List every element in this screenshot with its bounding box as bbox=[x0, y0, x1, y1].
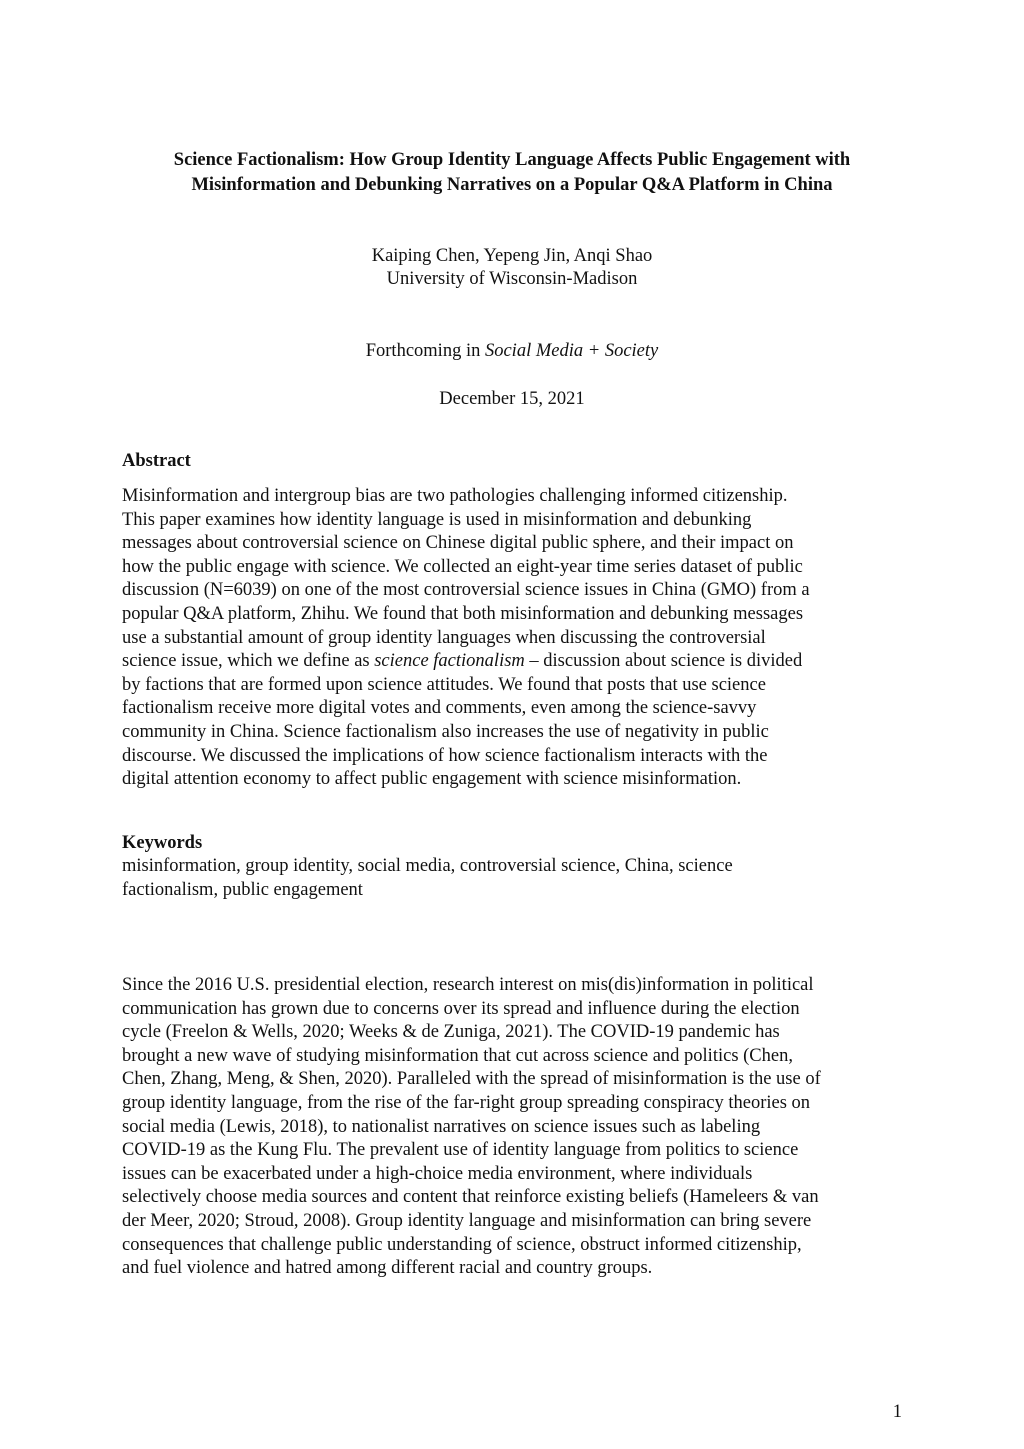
intro-line: Since the 2016 U.S. presidential election, research interest on mis(dis)information in political bbox=[122, 975, 814, 995]
abstract-line: discussion (N=6039) on one of the most controversial science issues in China (GMO) from a bbox=[122, 580, 810, 601]
abstract-line: messages about controversial science on Chinese digital public sphere, and their impact on bbox=[122, 533, 794, 554]
page-number: 1 bbox=[892, 1402, 902, 1422]
venue-name: Social Media + Society bbox=[484, 341, 659, 361]
abstract-heading: Abstract bbox=[122, 451, 191, 471]
abstract-line: community in China. Science factionalism also increases the use of negativity in public bbox=[122, 721, 769, 742]
venue-line bbox=[0, 339, 1024, 363]
title-line: Misinformation and Debunking Narratives on a Popular Q&A Platform in China bbox=[191, 175, 833, 195]
keywords-line: factionalism, public engagement bbox=[122, 879, 363, 900]
abstract-line: factionalism receive more digital votes and comments, even among the science-savvy bbox=[122, 698, 757, 719]
abstract-line: digital attention economy to affect public engagement with science misinformation. bbox=[122, 769, 742, 790]
intro-line: cycle (Freelon & Wells, 2020; Weeks & de Zuniga, 2021). The COVID-19 pandemic has bbox=[122, 1022, 780, 1043]
intro-line: social media (Lewis, 2018), to nationalist narratives on science issues such as labeling bbox=[122, 1116, 761, 1137]
abstract-line-with-term bbox=[122, 650, 912, 674]
intro-line: consequences that challenge public understanding of science, obstruct informed citizenship, bbox=[122, 1234, 802, 1255]
abstract-term: science factionalism bbox=[374, 651, 525, 672]
title-line: Science Factionalism: How Group Identity Language Affects Public Engagement with bbox=[173, 150, 851, 170]
abstract-term-suffix: – discussion about science is divided bbox=[524, 651, 803, 672]
intro-line: der Meer, 2020; Stroud, 2008). Group identity language and misinformation can bring severe bbox=[122, 1210, 812, 1231]
abstract-line: by factions that are formed upon science attitudes. We found that posts that use science bbox=[122, 674, 766, 695]
keywords-line: misinformation, group identity, social media, controversial science, China, science bbox=[122, 856, 733, 876]
intro-line: brought a new wave of studying misinformation that cut across science and politics (Chen, bbox=[122, 1045, 793, 1066]
intro-line: communication has grown due to concerns over its spread and influence during the election bbox=[122, 998, 800, 1019]
intro-line: and fuel violence and hatred among different racial and country groups. bbox=[122, 1258, 653, 1279]
abstract-line-text: science issue, which we define as bbox=[122, 651, 375, 672]
intro-line: issues can be exacerbated under a high-choice media environment, where individuals bbox=[122, 1163, 753, 1184]
venue-prefix: Forthcoming in bbox=[365, 341, 485, 361]
abstract-line: discourse. We discussed the implications of how science factionalism interacts with the bbox=[122, 745, 768, 766]
intro-line: selectively choose media sources and content that reinforce existing beliefs (Hameleers & van bbox=[122, 1187, 819, 1208]
affiliation: University of Wisconsin-Madison bbox=[386, 269, 638, 289]
keywords-list bbox=[122, 855, 912, 902]
introduction-paragraph bbox=[122, 974, 912, 1281]
abstract-line: use a substantial amount of group identity languages when discussing the controversial bbox=[122, 627, 766, 648]
intro-line: COVID-19 as the Kung Flu. The prevalent use of identity language from politics to science bbox=[122, 1140, 799, 1161]
abstract-line: This paper examines how identity language is used in misinformation and debunking bbox=[122, 509, 752, 530]
abstract-line: popular Q&A platform, Zhihu. We found that both misinformation and debunking messages bbox=[122, 603, 804, 624]
abstract-body bbox=[122, 485, 912, 792]
paper-title bbox=[100, 148, 924, 198]
abstract-line: Misinformation and intergroup bias are two pathologies challenging informed citizenship. bbox=[122, 486, 788, 506]
intro-line: group identity language, from the rise of the far-right group spreading conspiracy theories on bbox=[122, 1092, 811, 1113]
intro-line: Chen, Zhang, Meng, & Shen, 2020). Paralleled with the spread of misinformation is the use of bbox=[122, 1069, 821, 1090]
authors: Kaiping Chen, Yepeng Jin, Anqi Shao bbox=[371, 246, 653, 266]
keywords-heading: Keywords bbox=[122, 833, 203, 853]
publication-date: December 15, 2021 bbox=[439, 389, 585, 409]
abstract-line: how the public engage with science. We collected an eight-year time series dataset of public bbox=[122, 556, 803, 577]
